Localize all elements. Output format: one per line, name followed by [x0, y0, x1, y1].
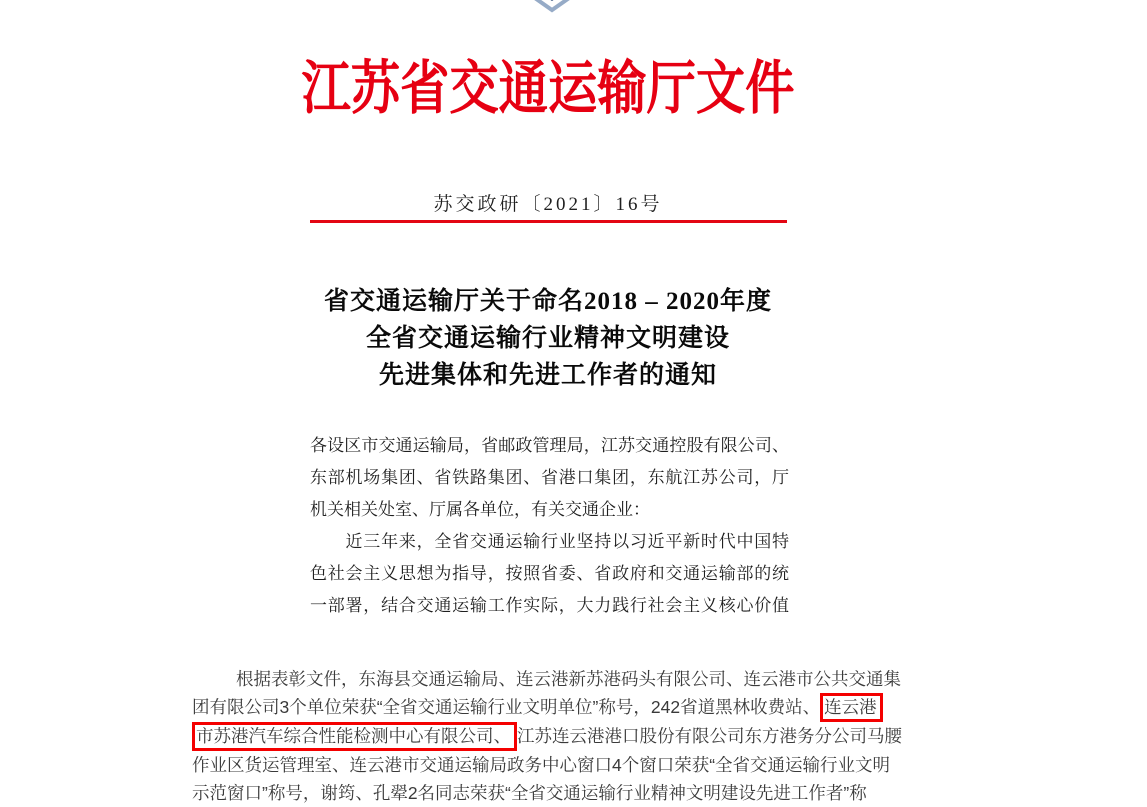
- announcement-line: 作业区货运管理室、连云港市交通运输局政务中心窗口4个窗口荣获“全省交通运输行业文明: [192, 755, 891, 775]
- announcement-text: 团有限公司3个单位荣获“全省交通运输行业文明单位”称号，242省道黑林收费站、: [192, 697, 821, 717]
- document-body: [310, 430, 789, 622]
- agency-letterhead-title: 江苏省交通运输厅文件: [301, 56, 795, 121]
- document-body-line: 一部署，结合交通运输工作实际，大力践行社会主义核心价值: [310, 596, 789, 615]
- document-title-line-1: 省交通运输厅关于命名2018 – 2020年度: [323, 288, 772, 315]
- double-chevron-down-icon: [522, 0, 582, 24]
- chevron-svg: [522, 0, 582, 24]
- document-title-line-3: 先进集体和先进工作者的通知: [378, 362, 717, 389]
- announcement-line-clipped: 示范窗口”称号，谢筠、孔翚2名同志荣获“全省交通运输行业精神文明建设先进工作者”称: [192, 783, 867, 803]
- document-body-line: 色社会主义思想为指导，按照省委、省政府和交通运输部的统: [310, 564, 789, 583]
- document-body-line: 近三年来，全省交通运输行业坚持以习近平新时代中国特: [310, 532, 789, 551]
- announcement-line: [192, 693, 914, 722]
- highlight-box-sugang-company: 市苏港汽车综合性能检测中心有限公司、: [192, 722, 517, 751]
- announcement-line: [192, 722, 914, 751]
- document-title-line-2: 全省交通运输行业精神文明建设: [365, 325, 730, 352]
- document-body-line: 东部机场集团、省铁路集团、省港口集团，东航江苏公司，厅: [310, 468, 789, 487]
- document-body-line: 各设区市交通运输局，省邮政管理局，江苏交通控股有限公司、: [310, 436, 789, 455]
- announcement-text: 江苏连云港港口股份有限公司东方港务分公司马腰: [517, 726, 902, 746]
- document-number: 苏交政研〔2021〕16号: [433, 194, 663, 215]
- document-title: [148, 283, 948, 394]
- announcement-line: 根据表彰文件，东海县交通运输局、连云港新苏港码头有限公司、连云港市公共交通集: [236, 669, 901, 689]
- announcement-paragraph: [192, 665, 914, 807]
- letterhead-divider-rule: [310, 220, 787, 223]
- document-body-line: 机关相关处室、厅属各单位，有关交通企业：: [310, 500, 650, 519]
- highlight-box-lianyungang: 连云港: [820, 693, 883, 722]
